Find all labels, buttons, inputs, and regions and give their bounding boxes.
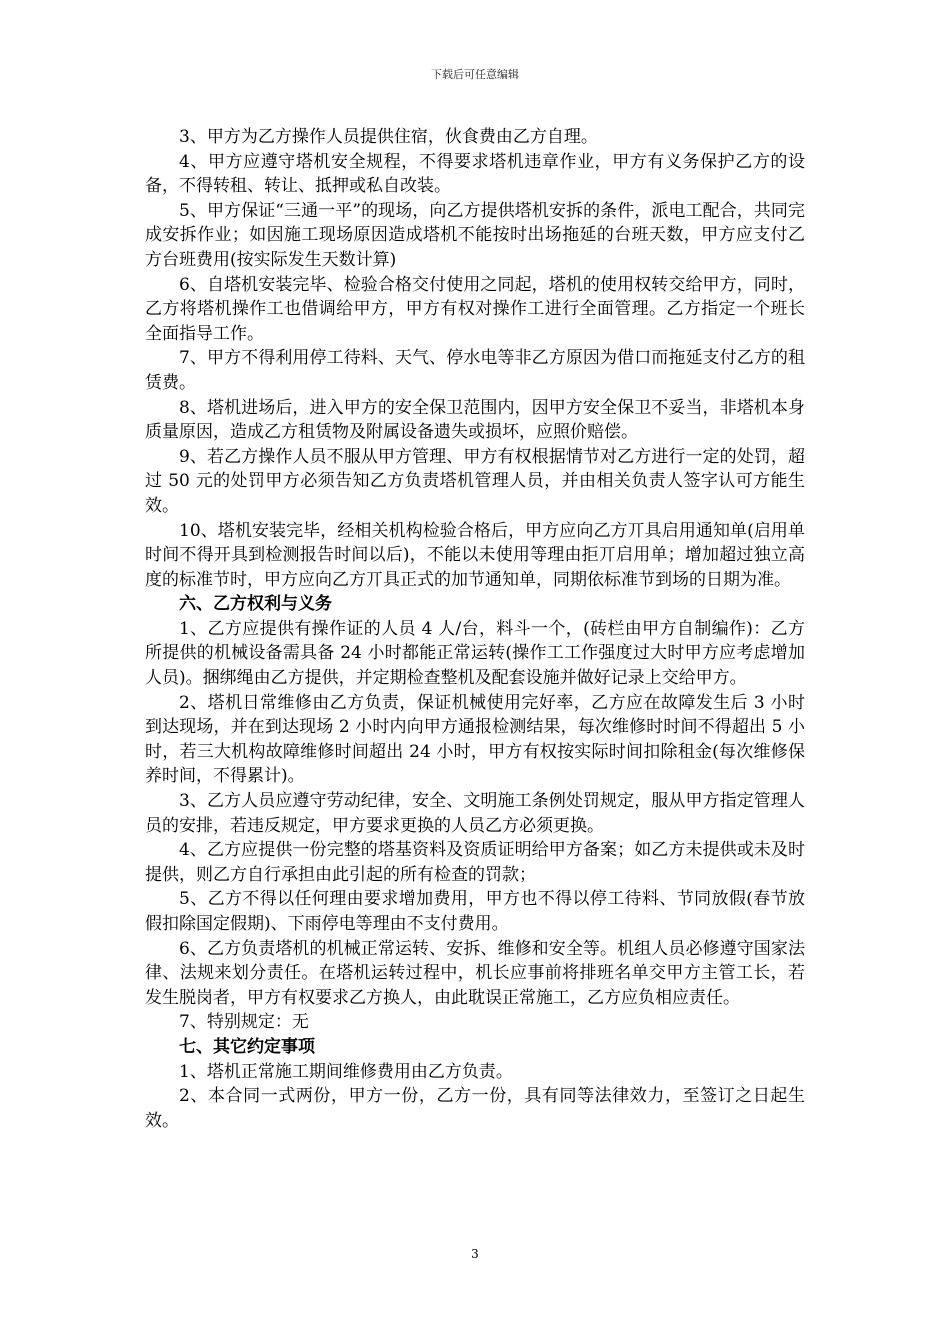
paragraph: 7、甲方不得利用停工待料、天气、停水电等非乙方原因为借口而拖延支付乙方的租赁费。 [145,348,805,393]
paragraph: 4、甲方应遵守塔机安全规程，不得要求塔机违章作业，甲方有义务保护乙方的设备，不得转租、转让、抵押或私自改装。 [145,151,805,197]
paragraph: 9、若乙方操作人员不服从甲方管理、甲方有权根据情节对乙方进行一定的处罚，超过 50 元的处罚甲方必须告知乙方负责塔机管理人员，并由相关负责人签字认可方能生效。 [145,446,805,516]
section-heading: 六、乙方权利与义务 [179,594,332,615]
paragraph: 5、甲方保证“三通一平”的现场，向乙方提供塔机安拆的条件，派电工配合，共同完成安拆作业；如因施工现场原因造成塔机不能按时出场拖延的台班天数，甲方应支付乙方台班费用(按实际发生天数计算) [145,200,805,270]
paragraph: 4、乙方应提供一份完整的塔基资料及资质证明给甲方备案；如乙方未提供或未及时提供，则乙方自行承担由此引起的所有检查的罚款； [145,840,805,885]
paragraph: 1、塔机正常施工期间维修费用由乙方负责。 [179,1061,513,1082]
paragraph: 6、乙方负责塔机的机械正常运转、安拆、维修和安全等。机组人员必修遵守国家法律、法规来划分责任。在塔机运转过程中，机长应事前将排班名单交甲方主管工长，若发生脱岗者，甲方有权要求乙方换人，由此耽误正常施工，乙方应负相应责任。 [145,938,805,1008]
paragraph: 7、特别规定：无 [179,1012,309,1033]
paragraph: 2、本合同一式两份，甲方一份，乙方一份，具有同等法律效力，至签订之日起生效。 [145,1086,805,1131]
paragraph: 10、塔机安装完毕，经相关机构检验合格后，甲方应向乙方丌具启用通知单(启用单时间不得开具到检测报告时间以后)，不能以未使用等理由拒丌启用单；增加超过独立高度的标准节时，甲方应向乙方丌具正式的加节通知单，同期依标准节到场的日期为准。 [145,520,805,590]
paragraph: 5、乙方不得以任何理由要求增加费用，甲方也不得以停工待料、节同放假(春节放假扣除国定假期)、下雨停电等理由不支付费用。 [145,889,805,934]
paragraph: 3、乙方人员应遵守劳动纪律，安全、文明施工条例处罚规定，服从甲方指定管理人员的安排，若违反规定，甲方要求更换的人员乙方必须更换。 [145,791,805,836]
paragraph: 3、甲方为乙方操作人员提供住宿，伙食费由乙方自理。 [179,127,598,147]
section-heading: 七、其它约定事项 [179,1036,315,1057]
document-body [145,125,805,1133]
paragraph: 8、塔机进场后，进入甲方的安全保卫范围内，因甲方安全保卫不妥当，非塔机本身质量原因，造成乙方租赁物及附属设备遗失或损坏，应照价赔偿。 [145,397,805,443]
paragraph: 2、塔机日常维修由乙方负责，保证机械使用完好率，乙方应在故障发生后 3 小时到达现场，并在到达现场 2 小时内向甲方通报检测结果，每次维修时时间不得超出 5 小时，若三大机构故障维修时间超出 24 小时，甲方有权按实际时间扣除租金(每次维修保养时间，不得累计)。 [145,692,805,787]
page-header: 下载后可任意编辑 [431,68,519,81]
page-number: 3 [471,1247,479,1261]
paragraph: 6、自塔机安装完毕、检验合格交付使用之同起，塔机的使用权转交给甲方，同时，乙方将塔机操作工也借调给甲方，甲方有权对操作工进行全面管理。乙方指定一个班长全面指导工作。 [145,274,805,344]
paragraph: 1、乙方应提供有操作证的人员 4 人/台，料斗一个，(砖栏由甲方自制编作)：乙方所提供的机械设备需具备 24 小时都能正常运转(操作工工作强度过大时甲方应考虑增加人员)。捆绑绳由乙方提供，并定期检查整机及配套设施并做好记录上交给甲方。 [145,618,805,689]
